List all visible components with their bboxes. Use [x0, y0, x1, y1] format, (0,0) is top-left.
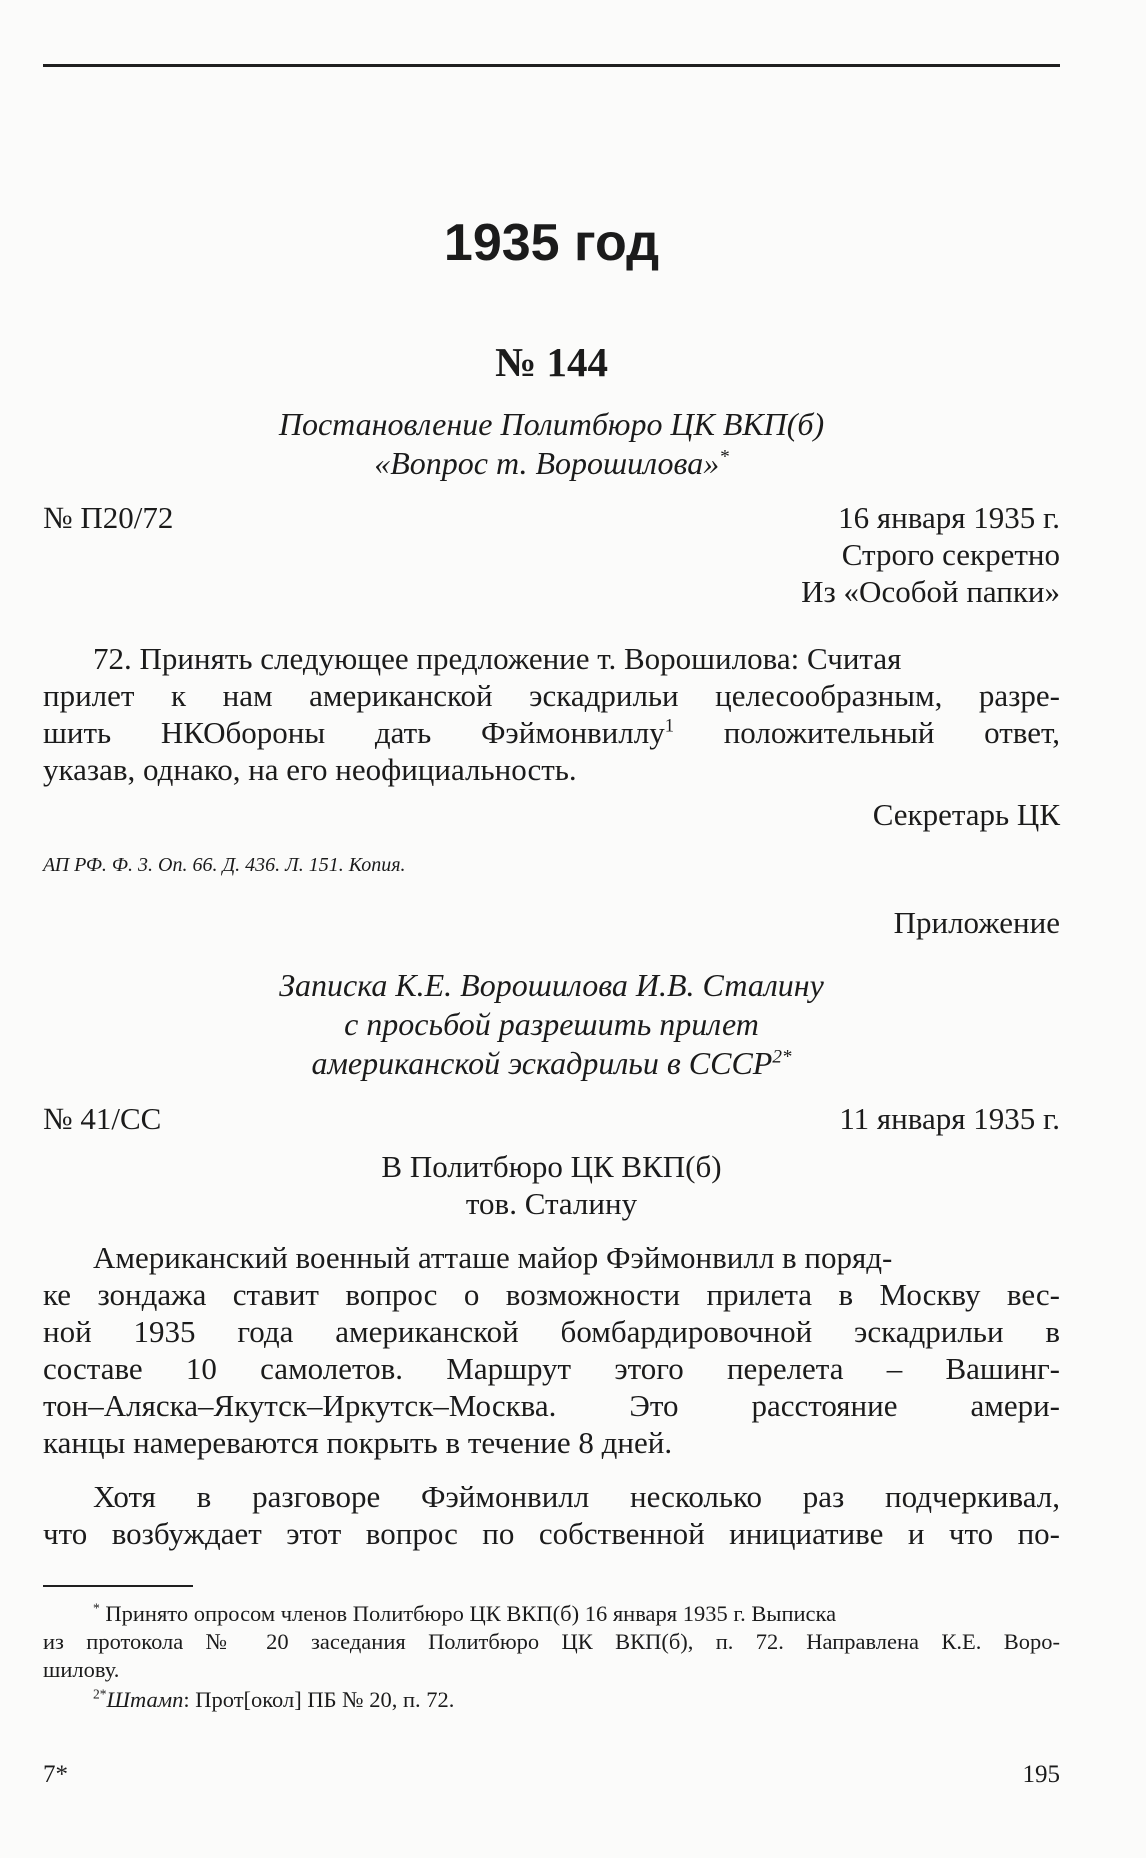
- page-number: 195: [1022, 1761, 1060, 1788]
- footnote-2-line: [43, 1686, 1060, 1714]
- footnote-rule: [43, 1585, 193, 1587]
- memo-paragraph-line: Хотя в разговоре Фэймонвилл несколько раз подчеркивал,: [93, 1479, 1060, 1514]
- decree-date: 16 января 1935 г.: [838, 500, 1060, 535]
- footnote-mark: 2*: [93, 1686, 107, 1702]
- memo-paragraph-line: ке зондажа ставит вопрос о возможности прилета в Москву вес-: [43, 1277, 1060, 1312]
- footnote-ref: 1: [664, 715, 675, 737]
- appendix-reg-number: № 41/СС: [43, 1101, 162, 1136]
- decree-title-text: «Вопрос т. Ворошилова»: [374, 445, 720, 481]
- decree-title-line1: Постановление Политбюро ЦК ВКП(б): [278, 406, 825, 442]
- folder-note: Из «Особой папки»: [801, 574, 1060, 609]
- decree-reg-number: № П20/72: [43, 500, 174, 535]
- decree-paragraph-text: шить НКОбороны дать Фэймонвиллу: [43, 715, 665, 750]
- appendix-title-text: американской эскадрильи в СССР: [311, 1045, 773, 1081]
- memo-paragraph-line: канцы намереваются покрыть в течение 8 дней.: [43, 1425, 673, 1460]
- decree-paragraph-line: указав, однако, на его неофициальность.: [43, 752, 577, 787]
- footnote-1-text: Принято опросом членов Политбюро ЦК ВКП(б) 16 января 1935 г. Выписка: [99, 1601, 837, 1626]
- year-heading: 1935 год: [443, 214, 660, 272]
- decree-title-line2: [43, 444, 1060, 483]
- decree-paragraph-line: [43, 714, 1060, 751]
- memo-paragraph-line: ной 1935 года американской бомбардировочной эскадрильи в: [43, 1314, 1060, 1349]
- archive-reference: АП РФ. Ф. 3. Оп. 66. Д. 436. Л. 151. Копия.: [43, 854, 406, 876]
- footnote-mark: *: [93, 1600, 100, 1616]
- decree-paragraph-line: 72. Принять следующее предложение т. Ворошилова: Считая: [93, 641, 902, 676]
- document-number: № 144: [495, 339, 608, 385]
- decree-paragraph-line: прилет к нам американской эскадрильи целесообразным, разре-: [43, 678, 1060, 713]
- footnote-1-line: [43, 1600, 1060, 1628]
- appendix-title-line2: с просьбой разрешить прилет: [344, 1006, 759, 1042]
- footnote-ref: 2*: [772, 1046, 792, 1068]
- addressee-line1: В Политбюро ЦК ВКП(б): [381, 1149, 722, 1184]
- footnote-1-line: из протокола № 20 заседания Политбюро ЦК ВКП(б), п. 72. Направлена К.Е. Воро-: [43, 1629, 1060, 1654]
- appendix-title-line3: [43, 1044, 1060, 1083]
- signature-mark: 7*: [43, 1761, 68, 1788]
- memo-paragraph-line: Американский военный атташе майор Фэймонвилл в поряд-: [93, 1240, 893, 1275]
- addressee-line2: тов. Сталину: [465, 1186, 638, 1221]
- footnote-2-text: : Прот[окол] ПБ № 20, п. 72.: [183, 1687, 455, 1712]
- appendix-label: Приложение: [893, 905, 1060, 940]
- memo-paragraph-line: что возбуждает этот вопрос по собственной инициативе и что по-: [43, 1516, 1060, 1551]
- footnote-ref: *: [719, 446, 729, 468]
- header-rule: [43, 64, 1060, 67]
- appendix-date: 11 января 1935 г.: [839, 1101, 1060, 1136]
- memo-paragraph-line: тон–Аляска–Якутск–Иркутск–Москва. Это расстояние амери-: [43, 1388, 1060, 1423]
- footnote-2-label: Штамп: [106, 1687, 184, 1712]
- decree-signature: Секретарь ЦК: [872, 797, 1060, 832]
- memo-paragraph-line: составе 10 самолетов. Маршрут этого перелета – Вашинг-: [43, 1351, 1060, 1386]
- footnote-1-line: шилову.: [43, 1657, 120, 1682]
- classification-stamp: Строго секретно: [841, 537, 1060, 572]
- appendix-title-line1: Записка К.Е. Ворошилова И.В. Сталину: [279, 967, 824, 1003]
- decree-paragraph-text: положительный ответ,: [674, 715, 1060, 750]
